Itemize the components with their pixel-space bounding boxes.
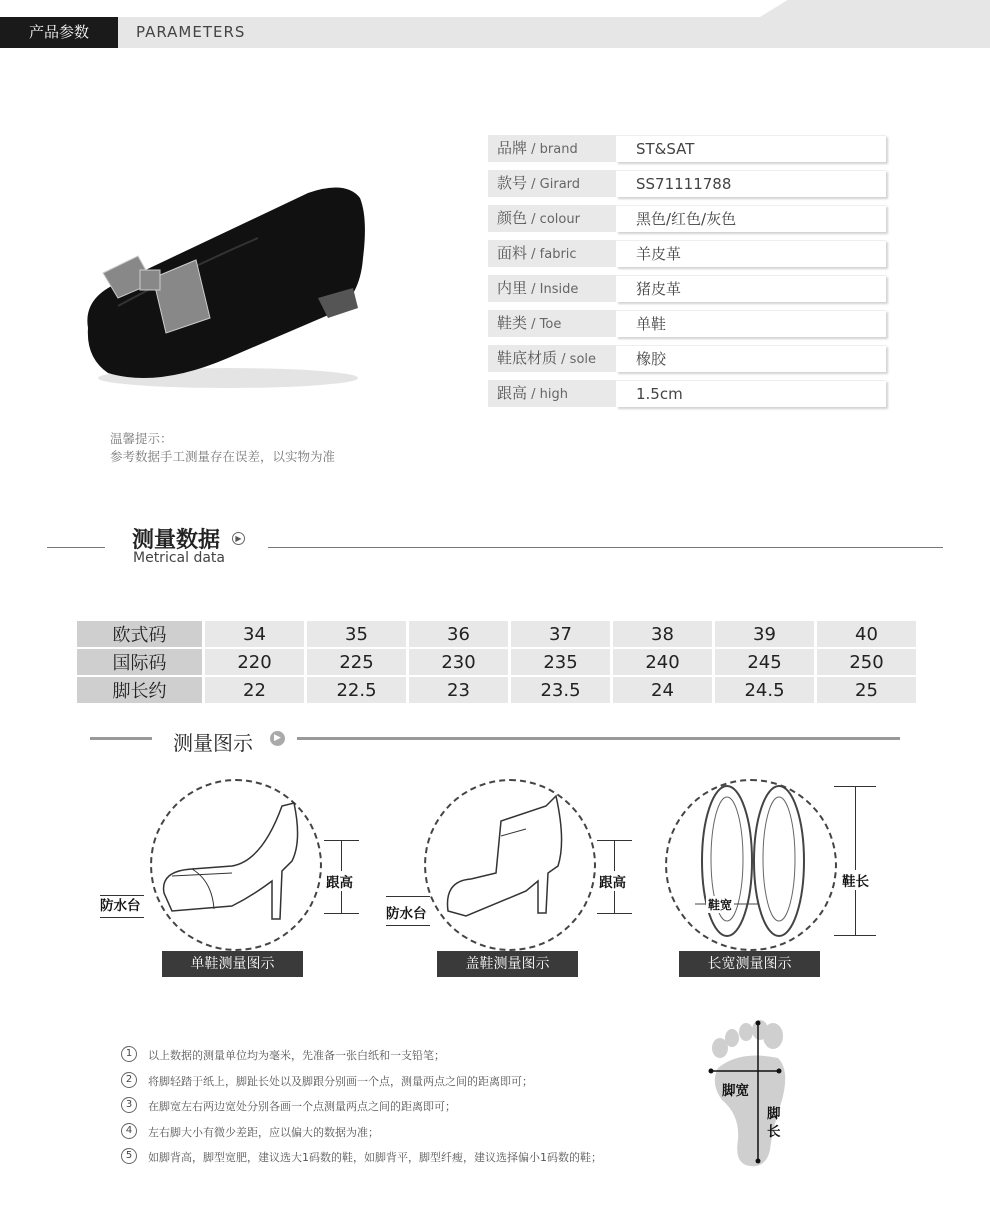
note-number-icon: 5 (121, 1148, 137, 1164)
pump-diagram-circle (150, 779, 322, 951)
param-label-cn: 款号 (497, 174, 528, 192)
size-cell: 23.5 (511, 677, 610, 703)
figures-title: 测量图示 (173, 731, 253, 755)
size-cell: 235 (511, 649, 610, 675)
header-tab: 产品参数 (0, 17, 118, 48)
size-cell: 39 (715, 621, 814, 647)
platform-label: 防水台 (100, 898, 141, 914)
size-cell: 22 (205, 677, 304, 703)
bootie-diagram-circle (424, 779, 596, 951)
tip-title: 温馨提示： (110, 431, 173, 446)
length-line-vertical (855, 786, 856, 935)
param-value: ST&SAT (616, 135, 886, 162)
foot-width-label: 脚宽 (722, 1083, 749, 1099)
size-cell: 24 (613, 677, 712, 703)
arrow-right-icon: ▶ (270, 731, 285, 746)
param-label: 款号 / Girard (488, 170, 616, 197)
size-row-label: 国际码 (77, 649, 202, 675)
param-label-en: Inside (539, 282, 579, 297)
note-text: 如脚背高，脚型宽肥，建议选大1码数的鞋，如脚背平，脚型纤瘦，建议选择偏小1码数的鞋； (148, 1151, 602, 1164)
size-cell: 35 (307, 621, 406, 647)
size-cell: 250 (817, 649, 916, 675)
param-value: 羊皮革 (616, 240, 886, 267)
bootie-caption: 盖鞋测量图示 (437, 951, 578, 977)
param-label-cn: 跟高 (497, 384, 528, 402)
size-cell: 38 (613, 621, 712, 647)
param-label-cn: 鞋底材质 (497, 349, 558, 367)
size-cell: 25 (817, 677, 916, 703)
foot-length-label-1: 脚 (767, 1106, 781, 1122)
param-value: 黑色/红色/灰色 (616, 205, 886, 232)
param-label-cn: 鞋类 (497, 314, 528, 332)
size-row (77, 621, 916, 647)
param-label: 面料 / fabric (488, 240, 616, 267)
size-cell: 37 (511, 621, 610, 647)
param-row (488, 135, 886, 162)
size-row-label: 欧式码 (77, 621, 202, 647)
tip-body: 参考数据手工测量存在误差，以实物为准 (110, 449, 336, 464)
param-value: 单鞋 (616, 310, 886, 337)
param-label-en: fabric (539, 247, 577, 262)
size-cell: 225 (307, 649, 406, 675)
size-cell: 34 (205, 621, 304, 647)
note-number-icon: 4 (121, 1123, 137, 1139)
param-label-cn: 颜色 (497, 209, 528, 227)
shoe-length-label: 鞋长 (842, 870, 869, 890)
param-label: 品牌 / brand (488, 135, 616, 162)
param-label: 鞋类 / Toe (488, 310, 616, 337)
heel-height-label: 跟高 (599, 871, 626, 891)
platform-label: 防水台 (386, 906, 427, 922)
shoe-width-label: 鞋宽 (708, 898, 733, 912)
size-row (77, 677, 916, 703)
top-view-caption: 长宽测量图示 (679, 951, 820, 977)
size-cell: 220 (205, 649, 304, 675)
size-cell: 240 (613, 649, 712, 675)
param-label: 颜色 / colour (488, 205, 616, 232)
pump-caption: 单鞋测量图示 (162, 951, 303, 977)
note-number-icon: 1 (121, 1046, 137, 1062)
param-row (488, 345, 886, 372)
size-cell: 245 (715, 649, 814, 675)
divider-right (268, 547, 943, 548)
figure-divider-left (90, 737, 152, 740)
param-label: 鞋底材质 / sole (488, 345, 616, 372)
param-label-en: high (539, 387, 569, 402)
size-cell: 23 (409, 677, 508, 703)
param-value: 橡胶 (616, 345, 886, 372)
size-row (77, 649, 916, 675)
heel-line-bottom (597, 913, 632, 914)
foot-length-label-2: 长 (767, 1124, 781, 1140)
note-number-icon: 2 (121, 1072, 137, 1088)
product-image (78, 178, 388, 398)
param-label: 内里 / Inside (488, 275, 616, 302)
heel-line-bottom (324, 913, 359, 914)
param-label-cn: 品牌 (497, 139, 528, 157)
size-cell: 230 (409, 649, 508, 675)
note-number-icon: 3 (121, 1097, 137, 1113)
platform-line-top (386, 896, 430, 897)
param-row (488, 240, 886, 267)
header-corner-shape (760, 0, 990, 17)
size-cell: 24.5 (715, 677, 814, 703)
size-row-label: 脚长约 (77, 677, 202, 703)
platform-line-bottom (100, 917, 144, 918)
param-label-en: brand (539, 142, 578, 157)
length-line-bottom (834, 935, 876, 936)
param-label-cn: 内里 (497, 279, 528, 297)
note-text: 将脚轻踏于纸上，脚趾长处以及脚跟分别画一个点，测量两点之间的距离即可； (148, 1074, 533, 1088)
note-text: 在脚宽左右两边宽处分别各画一个点测量两点之间的距离即可； (148, 1100, 456, 1113)
param-label-cn: 面料 (497, 244, 528, 262)
param-value: SS71111788 (616, 170, 886, 197)
param-row (488, 170, 886, 197)
param-row (488, 380, 886, 407)
arrow-right-icon: ▶ (232, 532, 245, 545)
size-table (74, 619, 919, 705)
param-label-en: colour (539, 212, 580, 227)
size-cell: 36 (409, 621, 508, 647)
param-label-en: sole (569, 352, 597, 367)
metrical-title: 测量数据 (132, 528, 221, 553)
header-title: PARAMETERS (136, 23, 246, 41)
param-label-en: Toe (539, 317, 562, 332)
metrical-subtitle: Metrical data (133, 550, 225, 566)
size-cell: 40 (817, 621, 916, 647)
heel-height-label: 跟高 (326, 871, 353, 891)
param-label-en: Girard (539, 177, 581, 192)
param-row (488, 205, 886, 232)
note-text: 左右脚大小有微少差距，应以偏大的数据为准； (148, 1125, 379, 1139)
top-view-diagram-circle (665, 779, 837, 951)
note-text: 以上数据的测量单位均为毫米，先准备一张白纸和一支铅笔； (148, 1049, 445, 1062)
param-row (488, 310, 886, 337)
figure-divider-right (297, 737, 900, 740)
param-label: 跟高 / high (488, 380, 616, 407)
param-value: 猪皮革 (616, 275, 886, 302)
size-cell: 22.5 (307, 677, 406, 703)
divider-left (47, 547, 105, 548)
platform-line-bottom (386, 925, 430, 926)
param-value: 1.5cm (616, 380, 886, 407)
tip-text (110, 430, 335, 466)
param-row (488, 275, 886, 302)
